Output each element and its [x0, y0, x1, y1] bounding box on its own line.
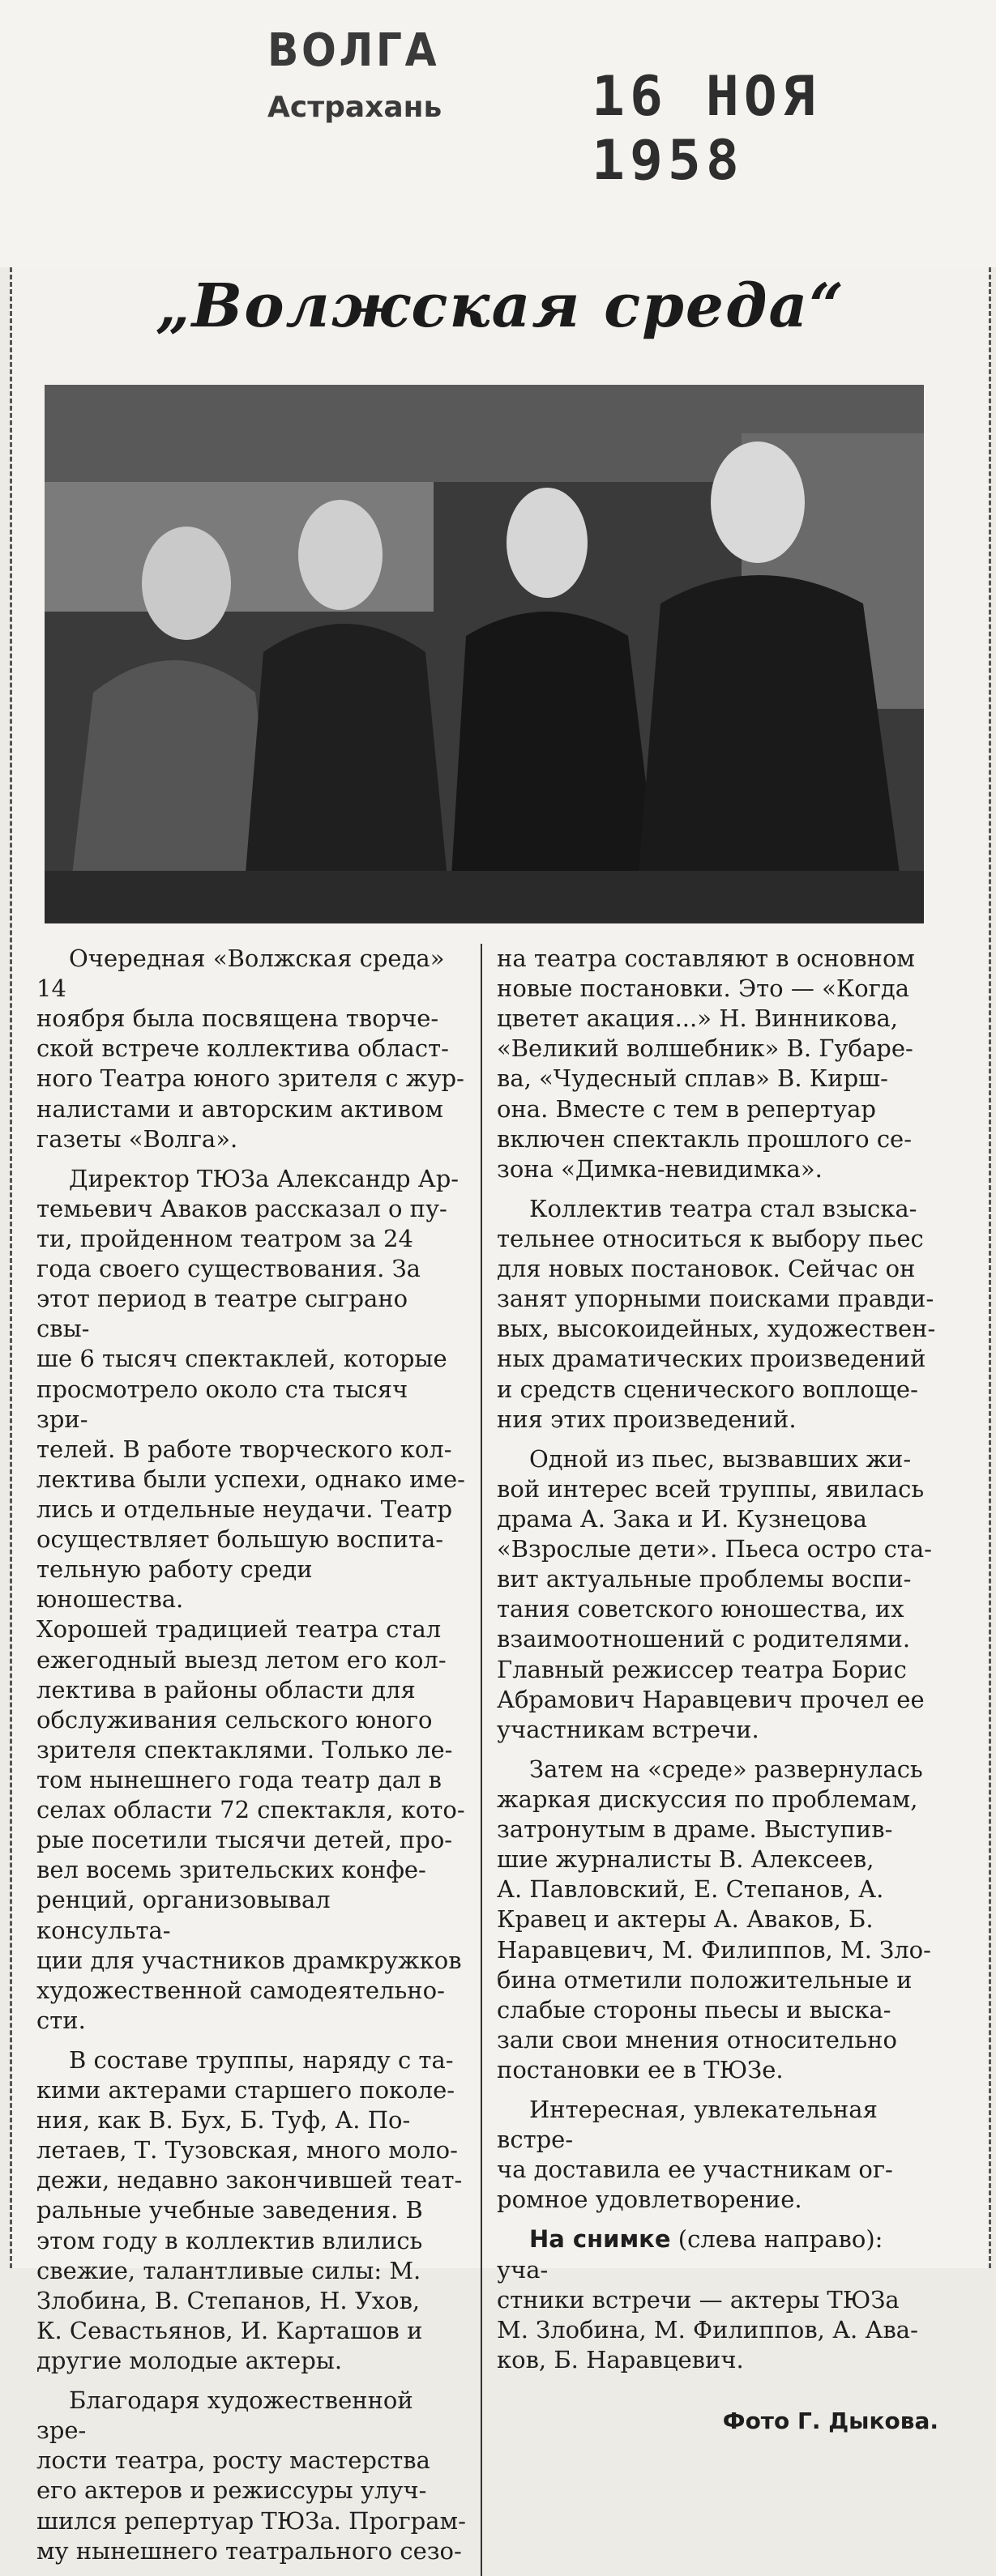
caption-text: (слева направо): уча- стники встречи — актеры ТЮЗа М. Злобина, М. Филиппов, А. Ава- ков, Б. Наравцевич. [497, 2225, 918, 2373]
article-headline: „Волжская среда“ [156, 271, 845, 341]
article-column-right [497, 944, 938, 2434]
paragraph: Коллектив театра стал взыска- тельнее относиться к выбору пьес для новых постановок. Сейчас он занят упорными поисками правди- вых, высокоидейных, художествен- ных драматических произведений и средств сценического воплоще- ния этих произведений. [497, 1194, 936, 1433]
article-photo [45, 385, 924, 923]
photo-illustration [45, 385, 924, 923]
article-column-left [36, 944, 482, 2576]
caption-lead: На снимке [529, 2225, 671, 2254]
paragraph: на театра составляют в основном новые постановки. Это — «Когда цветет акация...» Н. Винникова, «Великий волшебник» В. Губаре- ва, «Чудесный сплав» В. Кирш- она. Вместе с тем в репертуар включен спектакль прошлого се- зона «Димка-невидимка». [497, 945, 915, 1183]
city-stamp: Астрахань [267, 91, 442, 124]
newspaper-clipping [10, 267, 991, 2565]
paragraph: Затем на «среде» развернулась жаркая дискуссия по проблемам, затронутым в драме. Выступив- шие журналисты В. Алексеев, А. Павловский, Е. Степанов, А. Кравец и актеры А. Аваков, Б. Наравцевич, М. Филиппов, М. Зло- бина отметили положительные и слабые стороны пьесы и выска- зали свои мнения относительно постановки ее в ТЮЗе. [497, 1755, 931, 2083]
paragraph: Одной из пьес, вызвавших жи- вой интерес всей труппы, явилась драма А. Зака и И. Кузнецова «Взрослые дети». Пьеса остро ста- вит актуальные проблемы воспи- тания советского юношества, их взаимоотношений с родителями. Главный режиссер театра Борис Абрамович Наравцевич прочел ее участникам встречи. [497, 1444, 932, 1743]
archive-stamp-area [0, 0, 996, 267]
date-stamp: 16 НОЯ 1958 [592, 65, 820, 193]
paragraph: Очередная «Волжская среда» 14 ноября была посвящена творче- ской встрече коллектива област- ного Театра юного зрителя с жур- налистами и авторским активом газеты «Волга». [36, 945, 464, 1153]
paragraph: Директор ТЮЗа Александр Ар- темьевич Аваков рассказал о пу- ти, пройденном театром за 24 года своего существования. За этот период в театре сыграно свы- ше 6 тысяч спектаклей, которые просмотрело около ста тысяч зри- телей. В работе творческого кол- лектива были успехи, однако име- лись и отдельные неудачи. Театр осуществляет большую воспита- тельную работу среди юношества. Хорошей традицией театра стал ежегодный выезд летом его кол- лектива в районы области для обслуживания сельского юного зрителя спектаклями. Только ле- том нынешнего года театр дал в селах области 72 спектакля, кото- рые посетили тысячи детей, про- вел восемь зрительских конфе- ренций, организовывал консульта- ции для участников драмкружков художественной самодеятельно- сти. [36, 1164, 465, 2034]
paragraph: В составе труппы, наряду с та- кими актерами старшего поколе- ния, как В. Бух, Б. Туф, А. По- летаев, Т. Тузовская, много моло- дежи, недавно закончившей теат- ральные учебные заведения. В этом году в коллектив влились свежие, талантливые силы: М. Злобина, В. Степанов, Н. Ухов, К. Севастьянов, И. Карташов и другие молодые актеры. [36, 2045, 463, 2375]
photo-credit: Фото Г. Дыкова. [722, 2408, 938, 2435]
photo-caption [497, 2224, 938, 2375]
paragraph: Благодаря художественной зре- лости театра, росту мастерства его актеров и режиссуры улуч- шился репертуар ТЮЗа. Програм- му нынешнего театрального сезо- [36, 2386, 466, 2565]
paragraph: Интересная, увлекательная встре- ча доставила ее участникам ог- ромное удовлетворение. [497, 2096, 893, 2214]
newspaper-name-stamp: ВОЛГА [267, 24, 440, 77]
